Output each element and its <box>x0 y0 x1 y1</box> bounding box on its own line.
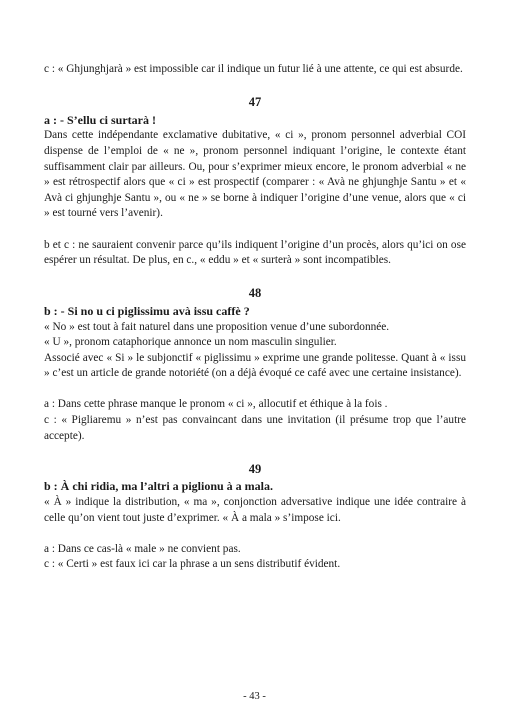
question-number-49: 49 <box>248 461 262 476</box>
page-number: - 43 - <box>243 691 266 702</box>
intro-paragraph: c : « Ghjunghjarà » est impossible car il indique un futur lié à une attente, ce qui est absurde. <box>44 63 463 75</box>
explanation-49: « À » indique la distribution, « ma », conjonction adversative indique une idée contraire à celle qu’on vient tout juste d’exprimer. « À a mala » s’impose ici. <box>44 496 466 524</box>
explanation-49-alt-c: c : « Certi » est faux ici car la phrase a un sens distributif évident. <box>44 558 341 571</box>
explanation-48-line1: « No » est tout à fait naturel dans une proposition venue d’une subordonnée. <box>44 320 390 333</box>
explanation-48-line2: « U », pronom cataphorique annonce un nom masculin singulier. <box>44 336 337 349</box>
question-number-47: 47 <box>248 95 262 110</box>
explanation-48-alt-a: a : Dans cette phrase manque le pronom « ci », allocutif et éthique à la fois . <box>44 398 388 411</box>
explanation-47: Dans cette indépendante exclamative dubitative, « ci », pronom personnel adverbial COI dispense de l’emploi de « ne », pronom personnel indiquant l’origine, le contexte étant suffisamment clair par ailleurs. Ou, pour s’exprimer mieux encore, le pronom adverbial « ne » est rétrospectif alors que « ci » est prospectif (comparer : « Avà ne ghjunghje Santu » et « Avà ci ghjunghje Santu », ou « ne » se borne à indiquer l’origine d’une venue, alors que « ci » est tourné vers l’avenir). <box>44 129 466 220</box>
explanation-48-para: Associé avec « Si » le subjonctif « piglissimu » exprime une grande politesse. Quant à « issu » c’est un article de grande notoriété (on a déjà évoqué ce café avec une certaine insistance). <box>44 351 466 380</box>
question-number-48: 48 <box>248 286 262 301</box>
explanation-47-alt: b et c : ne sauraient convenir parce qu’ils indiquent l’origine d’un procès, alors qu’ici on ose espérer un résultat. De plus, en c., « eddu » et « surterà » sont incompatibles. <box>44 238 466 267</box>
answer-heading-49: b : À chi ridia, ma l’altri a piglionu à a mala. <box>44 479 274 494</box>
explanation-49-alt-a: a : Dans ce cas-là « male » ne convient pas. <box>44 542 241 555</box>
answer-heading-47: a : - S’ellu ci surtarà ! <box>44 112 156 127</box>
page-body <box>44 62 466 573</box>
answer-heading-48: b : - Si no u ci piglissimu avà issu caffè ? <box>44 303 250 318</box>
explanation-48-alt-c: c : « Pigliaremu » n’est pas convaincant dans une invitation (il présume trop que l’autre accepte). <box>44 414 466 442</box>
